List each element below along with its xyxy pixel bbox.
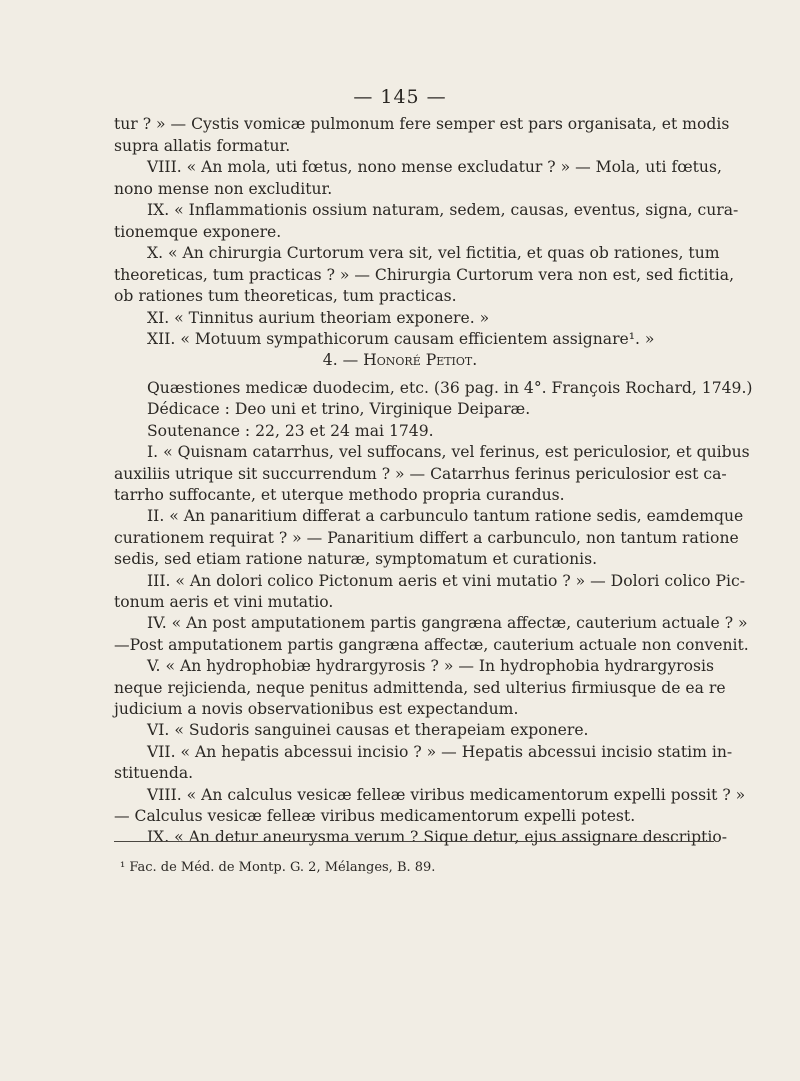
text-line: sedis, sed etiam ratione naturæ, symptomatum et curationis. [114,550,598,569]
text-line: IX. « Inflammationis ossium naturam, sedem, causas, eventus, signa, cura- [147,201,739,219]
text-line: Soutenance : 22, 23 et 24 mai 1749. [147,421,434,440]
text-line: nono mense non excluditur. [114,179,333,198]
text-line: II. « An panaritium differat a carbunculo tantum ratione sedis, eamdemque [147,507,744,526]
text-line: ob rationes tum theoreticas, tum practicas. [114,287,457,305]
footnote-rule [114,841,714,842]
text-line: XI. « Tinnitus aurium theoriam exponere. » [147,308,490,327]
text-line: IV. « An post amputationem partis gangræna affectæ, cauterium actuale ? » [147,614,748,633]
text-line: Dédicace : Deo uni et trino, Virginique Deiparæ. [147,400,531,419]
text-line: theoreticas, tum practicas ? » — Chirurgia Curtorum vera non est, sed fictitia, [114,265,735,284]
section-number: 4. — [322,351,364,369]
text-line: auxiliis utrique sit succurrendum ? » — Catarrhus ferinus periculosior est ca- [114,464,727,483]
text-line: tonum aeris et vini mutatio. [114,593,334,611]
text-line: VIII. « An mola, uti fœtus, nono mense excludatur ? » — Mola, uti fœtus, [147,158,722,176]
author-name: Honoré Petiot. [363,351,478,369]
text-line: tarrho suffocante, et uterque methodo propria curandus. [114,486,565,504]
footnote: ¹ Fac. de Méd. de Montp. G. 2, Mélanges, B. 89. [120,860,436,875]
text-line: —Post amputationem partis gangræna affectæ, cauterium actuale non convenit. [114,635,749,654]
text-line: Quæstiones medicæ duodecim, etc. (36 pag. in 4°. François Rochard, 1749.) [147,379,753,397]
text-line: neque rejicienda, neque penitus admittenda, sed ulterius firmiusque de ea re [114,678,726,697]
text-line: — Calculus vesicæ felleæ viribus medicamentorum expelli potest. [114,807,636,825]
text-line: judicium a novis observationibus est expectandum. [114,700,519,718]
text-line: VI. « Sudoris sanguinei causas et therapeiam exponere. [147,721,589,740]
text-line: curationem requirat ? » — Panaritium differt a carbunculo, non tantum ratione [114,528,739,547]
text-line: supra allatis formatur. [114,136,291,155]
section-heading [0,350,800,370]
text-line: I. « Quisnam catarrhus, vel suffocans, vel ferinus, est periculosior, et quibus [147,443,750,462]
text-line: III. « An dolori colico Pictonum aeris et vini mutatio ? » — Dolori colico Pic- [147,571,746,590]
text-line: tionemque exponere. [114,222,282,241]
text-line: IX. « An detur aneurysma verum ? Sique detur, ejus assignare descriptio- [147,828,728,847]
text-line: XII. « Motuum sympathicorum causam efficientem assignare¹. » [147,330,655,348]
page-number: — 145 — [353,86,447,108]
text-line: VIII. « An calculus vesicæ felleæ viribus medicamentorum expelli possit ? » [147,785,746,804]
text-line: stituenda. [114,764,194,783]
text-line: tur ? » — Cystis vomicæ pulmonum fere semper est pars organisata, et modis [114,115,730,133]
text-line: VII. « An hepatis abcessui incisio ? » — Hepatis abcessui incisio statim in- [147,742,733,761]
text-line: X. « An chirurgia Curtorum vera sit, vel fictitia, et quas ob rationes, tum [147,244,720,262]
text-line: V. « An hydrophobiæ hydrargyrosis ? » — In hydrophobia hydrargyrosis [147,657,715,676]
